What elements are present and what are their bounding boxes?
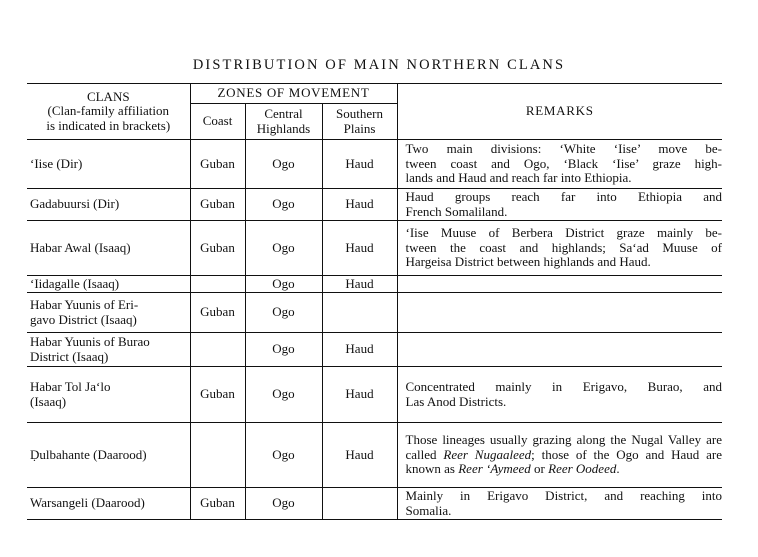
clan-cell bbox=[27, 333, 190, 367]
clan-name-line: Habar Yuunis of Eri- bbox=[30, 296, 139, 312]
table-row bbox=[27, 140, 722, 189]
coast-cell: Guban bbox=[190, 221, 245, 276]
central-header-line-1: Central bbox=[264, 105, 303, 121]
remarks-line: French Somaliland. bbox=[405, 203, 508, 219]
remarks-cell bbox=[397, 221, 722, 276]
southern-plains-cell: Haud bbox=[322, 140, 397, 189]
southern-plains-cell: Haud bbox=[322, 221, 397, 276]
clan-name-line: ‘Iise (Dir) bbox=[30, 155, 83, 171]
table-row bbox=[27, 293, 722, 333]
clan-name-line: Gadabuursi (Dir) bbox=[30, 196, 120, 212]
clan-cell bbox=[27, 423, 190, 488]
southern-header-line-2: Plains bbox=[343, 120, 376, 136]
table-row bbox=[27, 367, 722, 423]
clan-cell bbox=[27, 367, 190, 423]
remarks-line: Two main divisions: ‘White ‘Iise’ move be- bbox=[405, 141, 723, 157]
clan-cell bbox=[27, 221, 190, 276]
remarks-header: REMARKS bbox=[397, 84, 722, 140]
remarks-line: tween coast and Ogo, ‘Black ‘Iise’ graze high- bbox=[405, 155, 723, 171]
remarks-cell bbox=[397, 140, 722, 189]
clan-name-line: Habar Yuunis of Burao bbox=[30, 333, 150, 349]
central-highlands-cell: Ogo bbox=[245, 276, 322, 293]
clan-name-line: Warsangeli (Daarood) bbox=[30, 495, 145, 511]
remarks-line: Mainly in Erigavo District, and reaching into bbox=[405, 487, 723, 503]
clan-name-line: Habar Awal (Isaaq) bbox=[30, 239, 131, 255]
table-row bbox=[27, 276, 722, 293]
remarks-cell: Those lineages usually grazing along the Nugal Valley are called Reer Nugaaleed; those of the Ogo and Haud are known as Reer ‘Aymeed or Reer Oodeed. bbox=[397, 423, 722, 488]
clan-cell bbox=[27, 189, 190, 221]
central-highlands-cell: Ogo bbox=[245, 189, 322, 221]
southern-plains-cell: Haud bbox=[322, 189, 397, 221]
clans-header-title: CLANS bbox=[86, 88, 130, 104]
coast-cell bbox=[190, 333, 245, 367]
central-highlands-cell: Ogo bbox=[245, 367, 322, 423]
central-highlands-cell: Ogo bbox=[245, 140, 322, 189]
clans-table bbox=[27, 83, 722, 520]
southern-plains-cell bbox=[322, 293, 397, 333]
remarks-line: Haud groups reach far into Ethiopia and bbox=[405, 188, 723, 204]
clan-name-line: District (Isaaq) bbox=[30, 348, 109, 364]
central-highlands-cell: Ogo bbox=[245, 221, 322, 276]
central-highlands-cell: Ogo bbox=[245, 333, 322, 367]
southern-plains-cell bbox=[322, 488, 397, 520]
remarks-line: Hargeisa District between highlands and Haud. bbox=[405, 254, 651, 270]
remarks-line: ‘Iise Muuse of Berbera District graze mainly be- bbox=[405, 225, 723, 241]
clan-name-line: Habar Tol Ja‘lo bbox=[30, 378, 111, 394]
coast-cell bbox=[190, 423, 245, 488]
coast-cell: Guban bbox=[190, 488, 245, 520]
clan-cell bbox=[27, 488, 190, 520]
clans-header bbox=[27, 84, 190, 140]
southern-plains-cell: Haud bbox=[322, 276, 397, 293]
remarks-line: lands and Haud and reach far into Ethiopia. bbox=[405, 170, 632, 186]
remarks-line: Somalia. bbox=[405, 502, 452, 518]
clan-name-line: Ḍulbahante (Daarood) bbox=[30, 446, 147, 462]
central-highlands-cell: Ogo bbox=[245, 423, 322, 488]
table-row bbox=[27, 333, 722, 367]
southern-header-line-1: Southern bbox=[336, 105, 383, 121]
coast-header bbox=[190, 104, 245, 140]
remarks-cell bbox=[397, 488, 722, 520]
clan-name-line: ‘Iidagalle (Isaaq) bbox=[30, 275, 120, 291]
remarks-line: Las Anod Districts. bbox=[405, 393, 507, 409]
clan-cell bbox=[27, 276, 190, 293]
coast-cell: Guban bbox=[190, 189, 245, 221]
remarks-cell bbox=[397, 333, 722, 367]
southern-plains-header bbox=[322, 104, 397, 140]
remarks-cell bbox=[397, 276, 722, 293]
central-highlands-cell: Ogo bbox=[245, 293, 322, 333]
southern-plains-cell: Haud bbox=[322, 333, 397, 367]
coast-cell: Guban bbox=[190, 140, 245, 189]
clan-cell bbox=[27, 293, 190, 333]
coast-cell: Guban bbox=[190, 293, 245, 333]
remarks-line: tween the coast and highlands; Sa‘ad Muuse of bbox=[405, 239, 723, 255]
remarks-cell bbox=[397, 293, 722, 333]
coast-cell bbox=[190, 276, 245, 293]
clan-cell bbox=[27, 140, 190, 189]
central-highlands-header bbox=[245, 104, 322, 140]
clan-name-line: gavo District (Isaaq) bbox=[30, 311, 137, 327]
central-header-line-2: Highlands bbox=[256, 120, 311, 136]
table-row bbox=[27, 423, 722, 488]
table-row bbox=[27, 221, 722, 276]
southern-plains-cell: Haud bbox=[322, 423, 397, 488]
remarks-cell bbox=[397, 367, 722, 423]
coast-header-label: Coast bbox=[202, 113, 233, 129]
page-title: DISTRIBUTION OF MAIN NORTHERN CLANS bbox=[192, 57, 566, 73]
remarks-line: Concentrated mainly in Erigavo, Burao, and bbox=[405, 378, 723, 394]
clans-header-note-2: is indicated in brackets) bbox=[46, 117, 171, 133]
remarks-cell bbox=[397, 189, 722, 221]
southern-plains-cell: Haud bbox=[322, 367, 397, 423]
central-highlands-cell: Ogo bbox=[245, 488, 322, 520]
coast-cell: Guban bbox=[190, 367, 245, 423]
clan-name-line: (Isaaq) bbox=[30, 393, 67, 409]
table-row bbox=[27, 189, 722, 221]
zones-header: ZONES OF MOVEMENT bbox=[190, 84, 397, 104]
table-row bbox=[27, 488, 722, 520]
clans-header-note-1: (Clan-family affiliation bbox=[47, 103, 169, 119]
